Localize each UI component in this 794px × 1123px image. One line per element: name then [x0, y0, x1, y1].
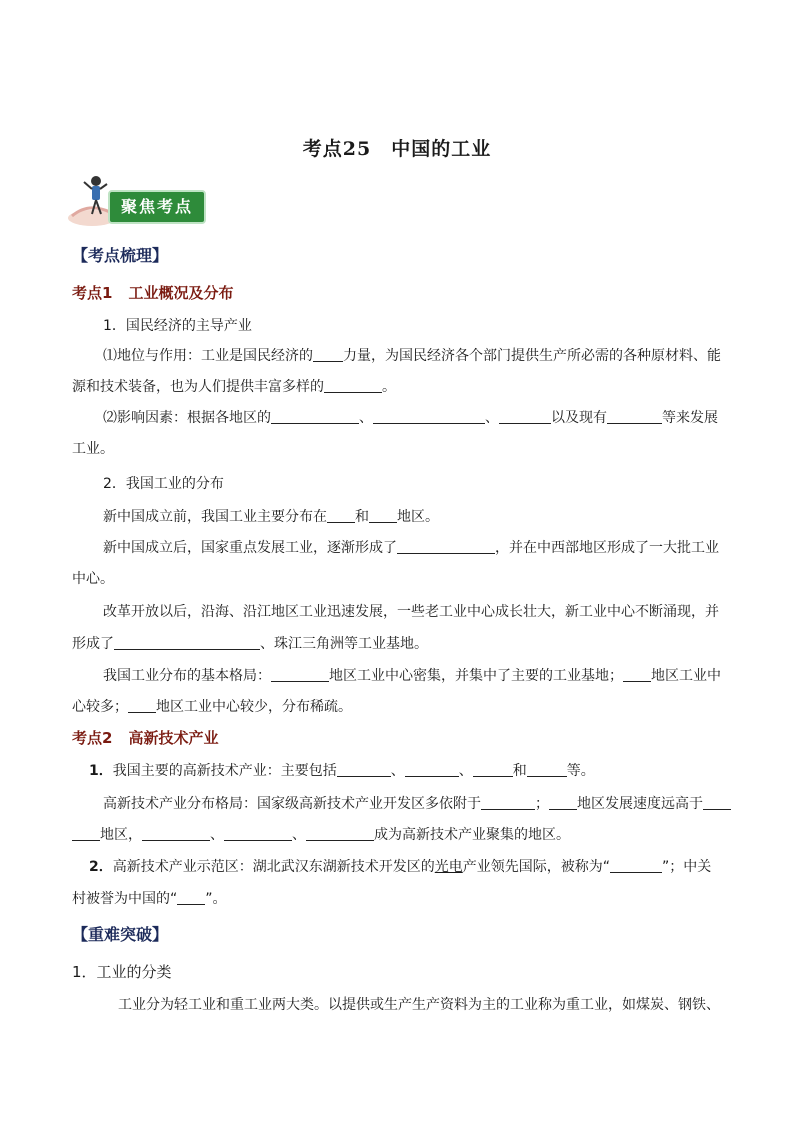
paragraph-factors: ⑵影响因素：根据各地区的 、 、 以及现有 等来发展 [103, 410, 718, 426]
blank[interactable] [481, 795, 535, 810]
paragraph-demo-zone-cont: 村被誉为中国的“ ”。 [72, 891, 227, 907]
paragraph-after-1949-cont: 中心。 [72, 571, 114, 587]
blank[interactable] [499, 409, 551, 424]
paragraph-after-1949: 新中国成立后，国家重点发展工业，逐渐形成了 ，并在中西部地区形成了一大批工业 [103, 540, 719, 556]
paragraph-reform-cont: 形成了 、珠江三角洲等工业基地。 [72, 636, 428, 652]
blank[interactable] [623, 667, 651, 682]
paragraph-before-1949: 新中国成立前，我国工业主要分布在 和 地区。 [103, 509, 439, 525]
blank[interactable] [324, 378, 382, 393]
paragraph-classification: 工业分为轻工业和重工业两大类。以提供或生产生产资料为主的工业称为重工业，如煤炭、钢铁、 [118, 997, 720, 1013]
blank[interactable] [527, 762, 567, 777]
subheading-classification: 1．工业的分类 [72, 963, 172, 981]
paragraph-pattern-cont: 心较多； 地区工业中心较少，分布稀疏。 [72, 699, 352, 715]
subheading-dominant-industry: 1．国民经济的主导产业 [103, 318, 252, 334]
blank[interactable] [607, 409, 662, 424]
blank[interactable] [142, 826, 210, 841]
keypoint-1-heading [72, 282, 233, 303]
blank[interactable] [128, 698, 156, 713]
keypoint-1-name: 工业概况及分布 [128, 284, 234, 302]
badge-label: 聚焦考点 [108, 190, 206, 224]
page-title: 考点25 中国的工业 [302, 138, 492, 160]
blank[interactable] [313, 347, 343, 362]
blank[interactable] [72, 826, 100, 841]
blank[interactable] [271, 409, 359, 424]
blank[interactable] [473, 762, 513, 777]
blank[interactable] [373, 409, 485, 424]
blank[interactable] [177, 890, 205, 905]
blank[interactable] [306, 826, 374, 841]
blank[interactable] [114, 635, 260, 650]
keypoint-2-name: 高新技术产业 [128, 729, 219, 747]
subheading-distribution: 2．我国工业的分布 [103, 476, 224, 492]
paragraph-hightech-main: 1．我国主要的高新技术产业：主要包括 、 、 和 等。 [89, 763, 595, 779]
blank[interactable] [549, 795, 577, 810]
blank[interactable] [224, 826, 292, 841]
blank[interactable] [397, 539, 495, 554]
paragraph-role: ⑴地位与作用：工业是国民经济的 力量，为国民经济各个部门提供生产所必需的各种原材料、能 [103, 348, 721, 364]
keypoint-2-heading [72, 727, 218, 748]
blank[interactable] [271, 667, 329, 682]
blank[interactable] [327, 508, 355, 523]
keypoint-1-number: 考点1 [72, 284, 113, 302]
section-heading-review: 【考点梳理】 [72, 246, 169, 265]
paragraph-hightech-pattern: 高新技术产业分布格局：国家级高新技术产业开发区多依附于 ； 地区发展速度远高于 [103, 793, 731, 813]
paragraph-reform: 改革开放以后，沿海、沿江地区工业迅速发展，一些老工业中心成长壮大，新工业中心不断涌现，并 [103, 604, 719, 620]
blank[interactable] [337, 762, 391, 777]
blank[interactable] [369, 508, 397, 523]
paragraph-hightech-pattern-cont: 地区， 、 、 成为高新技术产业聚集的地区。 [72, 824, 570, 844]
blank[interactable] [610, 858, 662, 873]
blank[interactable] [703, 795, 731, 810]
paragraph-role-cont: 源和技术装备，也为人们提供丰富多样的 。 [72, 379, 396, 395]
section-heading-breakthrough: 【重难突破】 [72, 925, 169, 944]
focus-badge [66, 172, 206, 228]
paragraph-factors-cont: 工业。 [72, 441, 114, 457]
keypoint-2-number: 考点2 [72, 729, 113, 747]
paragraph-pattern: 我国工业分布的基本格局： 地区工业中心密集，并集中了主要的工业基地； 地区工业中 [103, 668, 721, 684]
paragraph-demo-zone: 2．高新技术产业示范区：湖北武汉东湖新技术开发区的光电产业领先国际，被称为“ ”；中关 [89, 859, 712, 875]
blank[interactable] [405, 762, 459, 777]
